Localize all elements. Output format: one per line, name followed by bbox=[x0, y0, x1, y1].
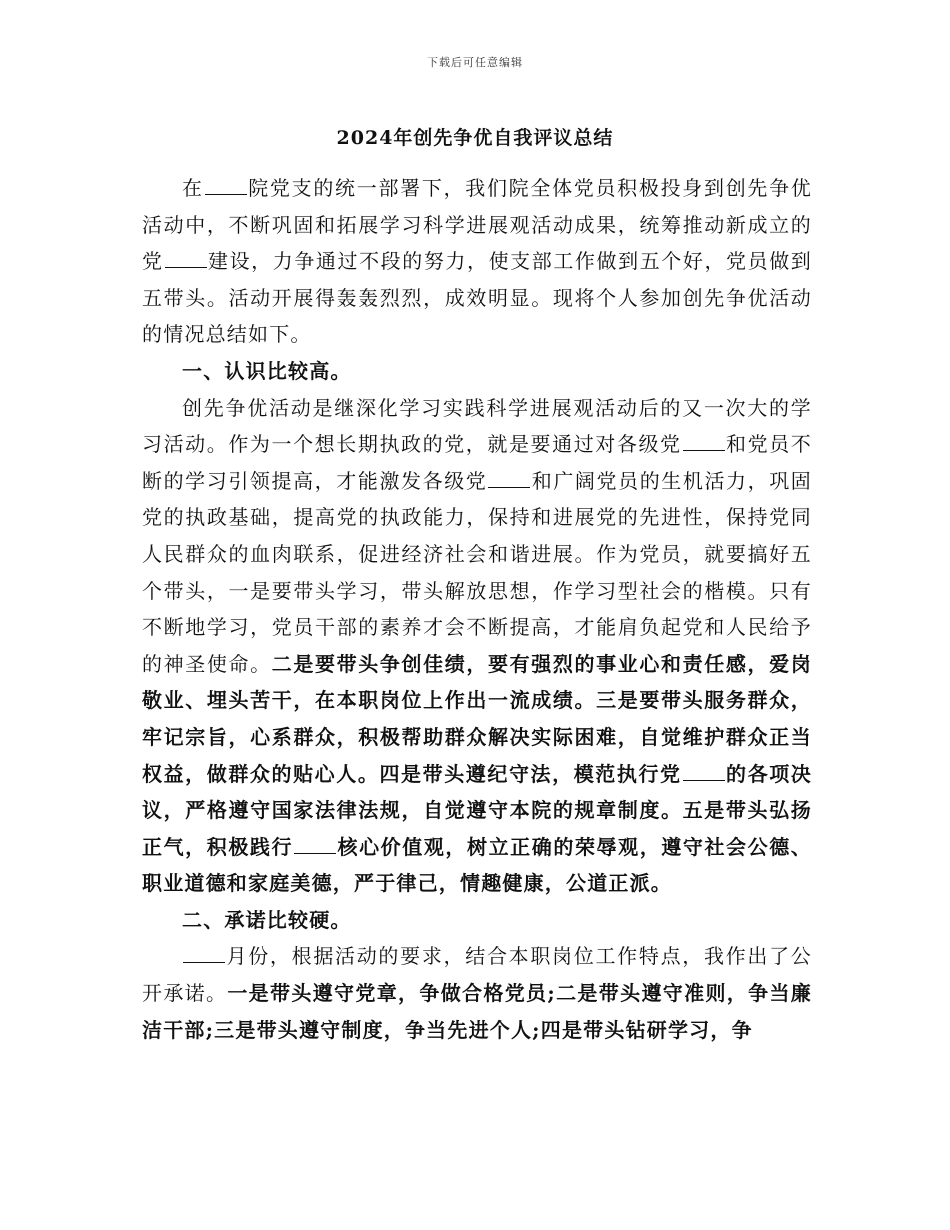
section1-bold-3: 核心价值观，树立正确的荣辱观，遵守社会公德、职业道德和家庭美德，严于律己，情趣健康，公道正派。 bbox=[142, 834, 812, 896]
section2-paragraph bbox=[142, 938, 812, 1048]
document-body bbox=[142, 170, 812, 1048]
section-heading-1: 一、认识比较高。 bbox=[182, 358, 352, 383]
intro-text-2: 院党支的统一部署下，我们院全体党员积极投身到创先争优活动中，不断巩固和拓展学习科学进展观活动成果，统筹推动新成立的党 bbox=[142, 176, 813, 274]
section1-text-1: 创先争优活动是继深化学习实践科学进展观活动后的又一次大的学习活动。作为一个想长期执政的党，就是要通过对各级党 bbox=[142, 395, 812, 457]
header-note: 下载后可任意编辑 bbox=[427, 56, 523, 69]
blank-line bbox=[488, 469, 530, 488]
blank-line bbox=[165, 249, 207, 268]
blank-line bbox=[294, 835, 336, 854]
section1-paragraph bbox=[142, 390, 812, 902]
intro-text-1: 在 bbox=[182, 176, 204, 200]
blank-line bbox=[183, 944, 225, 963]
section1-bold-1: 二是要带头争创佳绩，要有强烈的事业心和责任感，爱岗敬业、埋头苦干，在本职岗位上作出一流成绩。三是要带头服务群众，牢记宗旨，心系群众，积极帮助群众解决实际困难，自觉维护群众正当权益，做群众的贴心人。四是带头遵纪守法，模范执行党 bbox=[142, 651, 813, 786]
intro-paragraph bbox=[142, 170, 812, 353]
section1-text-2: 和党员不断的学习引领提高，才能激发各级党 bbox=[142, 432, 812, 493]
blank-line bbox=[683, 762, 725, 781]
section1-text-3: 和广阔党员的生机活力，巩固党的执政基础，提高党的执政能力，保持和进展党的先进性，保持党同人民群众的血肉联系，促进经济社会和谐进展。作为党员，就要搞好五个带头，一是要带头学习，带头解放思想，作学习型社会的楷模。只有不断地学习，党员干部的素养才会不断提高，才能肩负起党和人民给予的神圣使命。 bbox=[142, 468, 812, 676]
section1-bold-2: 的各项决议，严格遵守国家法律法规，自觉遵守本院的规章制度。五是带头弘扬正气，积极践行 bbox=[142, 761, 812, 859]
blank-line bbox=[683, 432, 725, 451]
document-title: 2024年创先争优自我评议总结 bbox=[336, 127, 614, 149]
section2-bold-1: 一是带头遵守党章，争做合格党员;二是带头遵守准则，争当廉洁干部;三是带头遵守制度，争当先进个人;四是带头钻研学习，争 bbox=[142, 981, 812, 1042]
intro-text-3: 建设，力争通过不段的努力，使支部工作做到五个好，党员做到五带头。活动开展得轰轰烈烈，成效明显。现将个人参加创先争优活动的情况总结如下。 bbox=[142, 249, 812, 347]
section2-text-1: 月份，根据活动的要求，结合本职岗位工作特点，我作出了公开承诺。 bbox=[142, 944, 812, 1006]
section-heading-2: 二、承诺比较硬。 bbox=[182, 907, 352, 932]
blank-line bbox=[205, 176, 247, 195]
